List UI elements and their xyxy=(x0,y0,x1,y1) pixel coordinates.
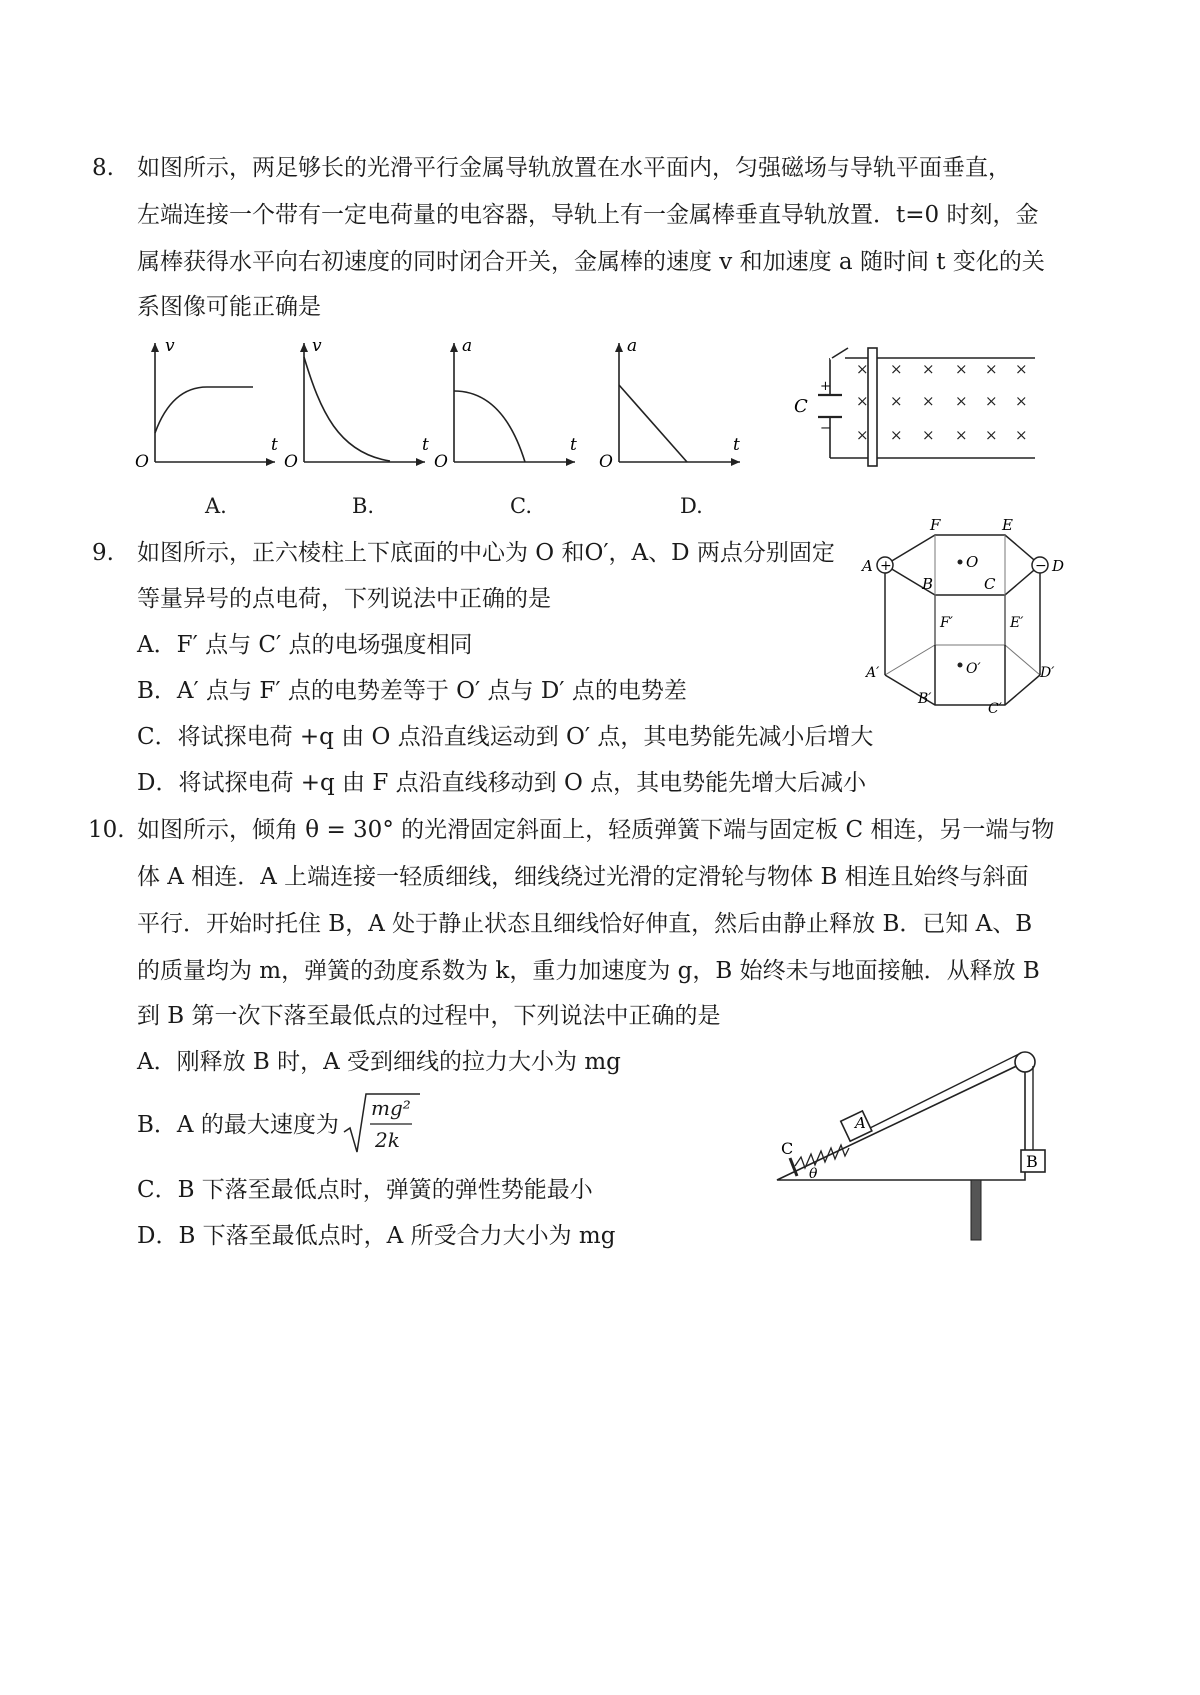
field-mark: × xyxy=(922,392,935,410)
q10-sqrt-denominator: 2k xyxy=(375,1128,400,1152)
q8-graph-b-xaxis: t xyxy=(422,435,429,455)
q9-label-E: E xyxy=(1002,516,1013,534)
q9-number: 9. xyxy=(92,540,114,566)
q10-sqrt-numerator: mg² xyxy=(371,1096,411,1120)
q10-line-1: 如图所示，倾角 θ = 30° 的光滑固定斜面上，轻质弹簧下端与固定板 C 相连，另一端与物 xyxy=(137,817,1055,843)
q9-label-Ep: E′ xyxy=(1010,615,1024,631)
q9-label-B: B xyxy=(922,575,934,593)
field-mark: × xyxy=(1015,360,1028,378)
q8-graph-c-label: C. xyxy=(510,494,532,518)
q10-line-3: 平行．开始时托住 B，A 处于静止状态且细线恰好伸直，然后由静止释放 B．已知 A、B xyxy=(137,911,1033,937)
q8-graph-c-xaxis: t xyxy=(570,435,577,455)
q10-number: 10. xyxy=(88,817,125,843)
q10-label-B: B xyxy=(1026,1152,1038,1171)
q8-graph-b-origin: O xyxy=(284,452,298,472)
q9-label-Fp: F′ xyxy=(940,615,953,631)
field-mark: × xyxy=(1015,392,1028,410)
q10-label-A: A xyxy=(855,1114,866,1132)
q9-label-Cp: C′ xyxy=(988,701,1002,717)
q9-label-F: F xyxy=(930,516,941,534)
field-mark: × xyxy=(922,426,935,444)
field-mark: × xyxy=(955,392,968,410)
field-mark: × xyxy=(922,360,935,378)
q10-line-2: 体 A 相连．A 上端连接一轻质细线，细线绕过光滑的定滑轮与物体 B 相连且始终与斜面 xyxy=(137,864,1029,890)
q8-graph-a-xaxis: t xyxy=(271,435,278,455)
q8-graph-b xyxy=(280,335,430,475)
q8-graph-d-origin: O xyxy=(599,452,613,472)
field-mark: × xyxy=(985,426,998,444)
q8-graph-a-yaxis: v xyxy=(165,336,175,356)
q8-graph-d-label: D. xyxy=(680,494,703,518)
q8-magnetic-field xyxy=(856,360,1028,444)
q9-option-d: D．将试探电荷 +q 由 F 点沿直线移动到 O 点，其电势能先增大后减小 xyxy=(137,770,867,796)
q8-line-2: 左端连接一个带有一定电荷量的电容器，导轨上有一金属棒垂直导轨放置．t=0 时刻，金 xyxy=(137,202,1039,228)
q8-graph-a xyxy=(125,335,278,475)
q9-charge-minus: − xyxy=(1035,558,1047,574)
q8-capacitor-minus: − xyxy=(820,421,831,436)
q9-charge-plus: + xyxy=(880,558,892,574)
q8-graph-d-yaxis: a xyxy=(627,336,638,356)
q10-option-c: C．B 下落至最低点时，弹簧的弹性势能最小 xyxy=(137,1177,593,1203)
q9-option-b: B．A′ 点与 F′ 点的电势差等于 O′ 点与 D′ 点的电势差 xyxy=(137,678,687,704)
q8-graph-b-label: B. xyxy=(352,494,375,518)
q9-label-O: O xyxy=(966,553,979,571)
q9-option-c: C．将试探电荷 +q 由 O 点沿直线运动到 O′ 点，其电势能先减小后增大 xyxy=(137,724,874,750)
q8-circuit-diagram xyxy=(790,340,1050,470)
q9-label-Dp: D′ xyxy=(1040,665,1055,681)
q10-option-d: D．B 下落至最低点时，A 所受合力大小为 mg xyxy=(137,1223,616,1249)
q9-label-D: D xyxy=(1052,557,1065,575)
q8-graph-d xyxy=(595,335,745,475)
q9-label-Op: O′ xyxy=(966,661,981,677)
q10-line-5: 到 B 第一次下落至最低点的过程中，下列说法中正确的是 xyxy=(137,1003,721,1029)
q10-incline-figure xyxy=(775,1050,1075,1250)
field-mark: × xyxy=(955,360,968,378)
q10-label-theta: θ xyxy=(809,1166,818,1182)
q9-line-2: 等量异号的点电荷，下列说法中正确的是 xyxy=(137,586,551,612)
q8-graph-a-label: A. xyxy=(205,494,227,518)
q9-hexagonal-prism xyxy=(860,515,1080,715)
q10-line-4: 的质量均为 m，弹簧的劲度系数为 k，重力加速度为 g，B 始终未与地面接触．从释放 B xyxy=(137,958,1040,984)
q8-graph-c-yaxis: a xyxy=(462,336,473,356)
q9-label-C: C xyxy=(984,575,996,593)
field-mark: × xyxy=(890,360,903,378)
q8-line-3: 属棒获得水平向右初速度的同时闭合开关，金属棒的速度 v 和加速度 a 随时间 t 变化的关 xyxy=(137,249,1045,275)
q8-graph-d-xaxis: t xyxy=(733,435,740,455)
q8-number: 8. xyxy=(92,155,114,181)
field-mark: × xyxy=(856,360,869,378)
field-mark: × xyxy=(856,392,869,410)
field-mark: × xyxy=(890,392,903,410)
q10-option-a: A．刚释放 B 时，A 受到细线的拉力大小为 mg xyxy=(137,1049,621,1075)
q10-label-C: C xyxy=(781,1139,794,1158)
q8-graph-a-origin: O xyxy=(135,452,149,472)
field-mark: × xyxy=(856,426,869,444)
q8-graph-c-origin: O xyxy=(434,452,448,472)
q8-line-1: 如图所示，两足够长的光滑平行金属导轨放置在水平面内，匀强磁场与导轨平面垂直， xyxy=(137,155,1011,181)
q9-line-1: 如图所示，正六棱柱上下底面的中心为 O 和O′，A、D 两点分别固定 xyxy=(137,540,835,566)
q8-graph-c xyxy=(430,335,580,475)
field-mark: × xyxy=(985,392,998,410)
q8-capacitor-label: C xyxy=(794,396,808,417)
q9-label-Ap: A′ xyxy=(866,665,880,681)
field-mark: × xyxy=(890,426,903,444)
q9-option-a: A．F′ 点与 C′ 点的电场强度相同 xyxy=(137,632,473,658)
q8-line-4: 系图像可能正确是 xyxy=(137,294,321,320)
q8-capacitor-plus: + xyxy=(820,379,831,394)
field-mark: × xyxy=(955,426,968,444)
q8-graph-b-yaxis: v xyxy=(312,336,322,356)
field-mark: × xyxy=(985,360,998,378)
q9-label-A: A xyxy=(862,557,873,575)
field-mark: × xyxy=(1015,426,1028,444)
q9-label-Bp: B′ xyxy=(918,691,932,707)
q10-option-b-prefix: B．A 的最大速度为 xyxy=(137,1112,339,1138)
